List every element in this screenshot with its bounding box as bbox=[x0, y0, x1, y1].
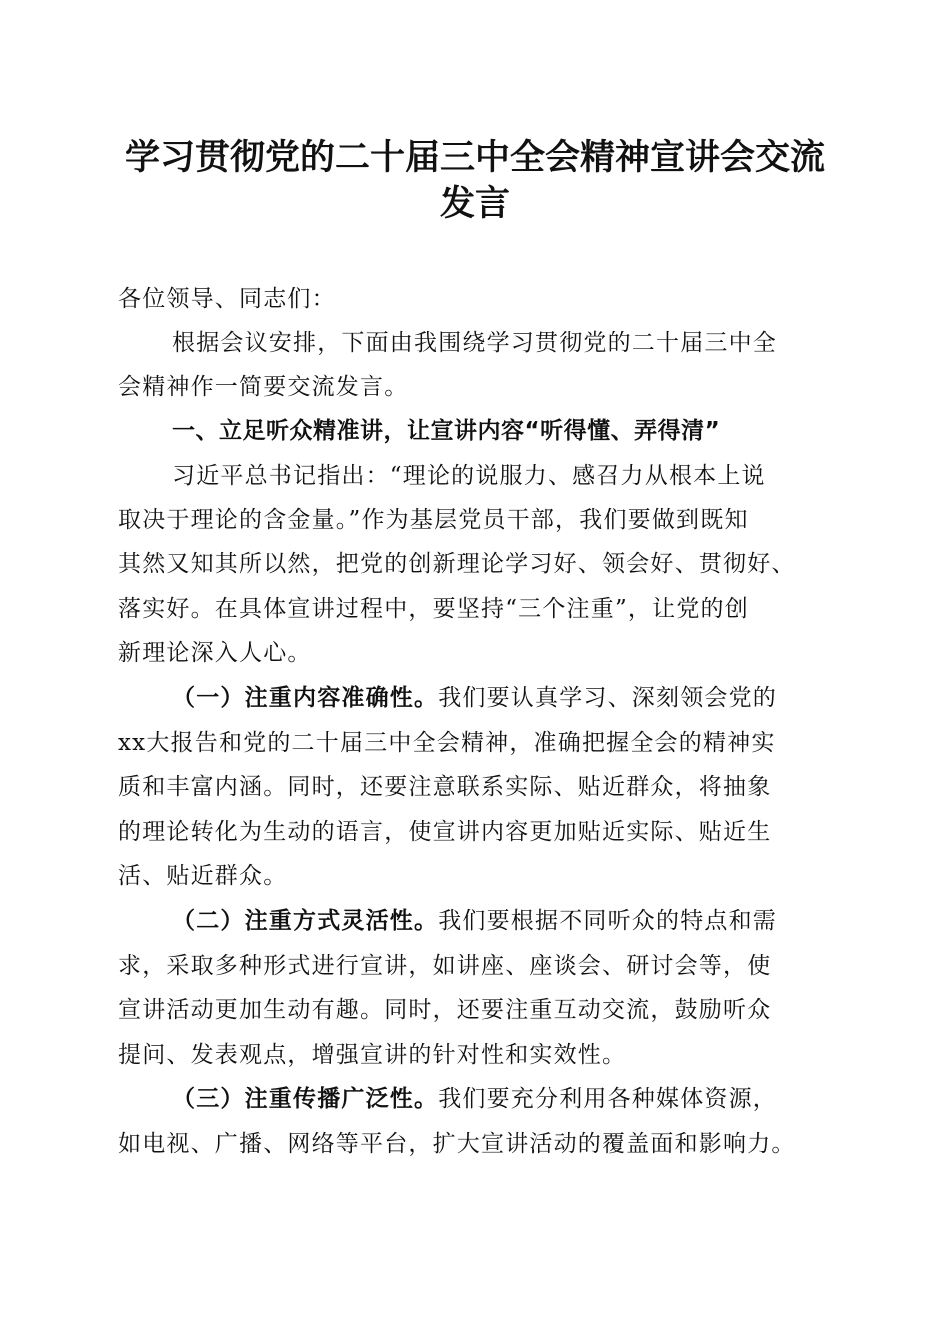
subsection-2-line: 提问、发表观点，增强宣讲的针对性和实效性。 bbox=[118, 1042, 627, 1068]
section-1-paragraph-line: 落实好。在具体宣讲过程中，要坚持“三个注重”，让党的创 bbox=[118, 596, 749, 622]
subsection-2-line: 宣讲活动更加生动有趣。同时，还要注重互动交流，鼓励听众 bbox=[118, 997, 772, 1023]
document-title-line-1: 学习贯彻党的二十届三中全会精神宣讲会交流 bbox=[124, 138, 825, 178]
subsection-3-label: （三）注重传播广泛性。 bbox=[172, 1085, 439, 1112]
subsection-2-first-line bbox=[172, 906, 832, 936]
salutation: 各位领导、同志们： bbox=[118, 286, 336, 312]
subsection-1-text: 我们要认真学习、深刻领会党的 bbox=[438, 685, 778, 711]
subsection-1-line: 的理论转化为生动的语言，使宣讲内容更加贴近实际、贴近生 bbox=[118, 819, 772, 845]
subsection-1-first-line bbox=[172, 683, 832, 713]
section-1-paragraph-line: 新理论深入人心。 bbox=[118, 640, 312, 666]
section-1-heading: 一、立足听众精准讲，让宣讲内容“听得懂、弄得清” bbox=[172, 418, 721, 444]
subsection-1-label: （一）注重内容准确性。 bbox=[172, 684, 439, 711]
subsection-1-line: 活、贴近群众。 bbox=[118, 863, 288, 889]
section-1-paragraph-line: 取决于理论的含金量。”作为基层党员干部，我们要做到既知 bbox=[118, 507, 749, 533]
intro-line-2: 会精神作一简要交流发言。 bbox=[118, 374, 409, 400]
section-1-paragraph-line: 习近平总书记指出：“理论的说服力、感召力从根本上说 bbox=[172, 463, 766, 489]
subsection-2-line: 求，采取多种形式进行宣讲，如讲座、座谈会、研讨会等，使 bbox=[118, 953, 772, 979]
subsection-3-first-line bbox=[172, 1084, 832, 1114]
subsection-1-line: xx大报告和党的二十届三中全会精神，准确把握全会的精神实 bbox=[118, 730, 776, 756]
document-title-line-2: 发言 bbox=[439, 184, 510, 224]
subsection-2-text: 我们要根据不同听众的特点和需 bbox=[438, 908, 778, 934]
subsection-3-text: 我们要充分利用各种媒体资源， bbox=[438, 1086, 778, 1112]
subsection-1-line: 质和丰富内涵。同时，还要注意联系实际、贴近群众，将抽象 bbox=[118, 774, 772, 800]
subsection-2-label: （二）注重方式灵活性。 bbox=[172, 907, 439, 934]
section-1-paragraph-line: 其然又知其所以然，把党的创新理论学习好、领会好、贯彻好、 bbox=[118, 551, 796, 577]
intro-line-1: 根据会议安排，下面由我围绕学习贯彻党的二十届三中全 bbox=[172, 330, 777, 356]
subsection-3-line: 如电视、广播、网络等平台，扩大宣讲活动的覆盖面和影响力。 bbox=[118, 1131, 796, 1157]
